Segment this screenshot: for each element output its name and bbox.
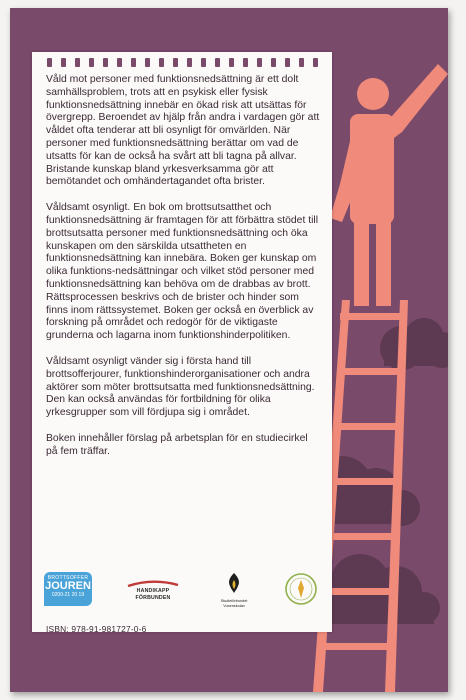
seal-icon	[284, 572, 318, 606]
blurb-text	[46, 74, 320, 472]
notepad-perforation	[32, 58, 332, 68]
person-figure	[330, 64, 448, 306]
circular-seal-logo	[284, 572, 318, 606]
isbn-number: ISBN: 978-91-981727-0-6	[46, 624, 147, 634]
blurb-paragraph-1: Våld mot personer med funktionsnedsättning är ett dolt samhällsproblem, trots att en psykisk eller fysisk funktionsnedsättning innebär en ökad risk att utsättas för övergrepp. Beroendet av hjälp från andra i vardagen gör att våldet ofta tenderar att bli osynligt för omvärlden. När personer med funktionsnedsättning berättar om vad de utsatts för kan de också ha svårt att bli tagna på allvar. Bristande kunskap bland yrkesverksamma gör att bemötandet och omhändertagandet ofta brister.	[46, 74, 320, 188]
text-notepad	[32, 52, 332, 632]
partner-logos	[44, 572, 324, 612]
blurb-paragraph-2: Våldsamt osynligt. En bok om brottsutsatthet och funktionsnedsättning är framtagen för att förbättra stödet till brottsutsatta personer med funktionsnedsättning och öka kunskapen om den särskilda utsattheten en funktionsnedsättning kan innebära. Boken ger kunskap om olika funktions-nedsättningar och vilket stöd personer med funktionsnedsättning kan behöva om de drabbas av brott. Rättsprocessen beskrivs och de brister och hinder som finns inom rättssystemet. Boken ger också en överblick av forskning på området och redogör för de viktigaste grunderna och lagarna inom funktionshinderpolitiken.	[46, 202, 319, 342]
blurb-paragraph-3: Våldsamt osynligt vänder sig i första hand till brottsofferjourer, funktionshinderorganisationer och andra aktörer som möter brottsutsatta med funktionsnedsättning. Den kan också användas för fortbildning för olika yrkesgrupper som vill fördjupa sig i området.	[46, 355, 315, 419]
blurb-paragraph-4: Boken innehåller förslag på arbetsplan för en studiecirkel på fem träffar.	[46, 432, 308, 457]
studieforbundet-vuxenskolan-logo: Studieförbundet Vuxenskolan	[214, 572, 254, 610]
swoosh-icon	[126, 580, 180, 588]
brottsofferjouren-logo: BROTTSOFFER JOUREN 0200-21 20 19	[44, 572, 92, 606]
handikappforbunden-logo: HANDIKAPP FÖRBUNDEN	[118, 580, 188, 602]
book-back-cover	[10, 8, 448, 692]
flame-icon	[225, 572, 243, 594]
